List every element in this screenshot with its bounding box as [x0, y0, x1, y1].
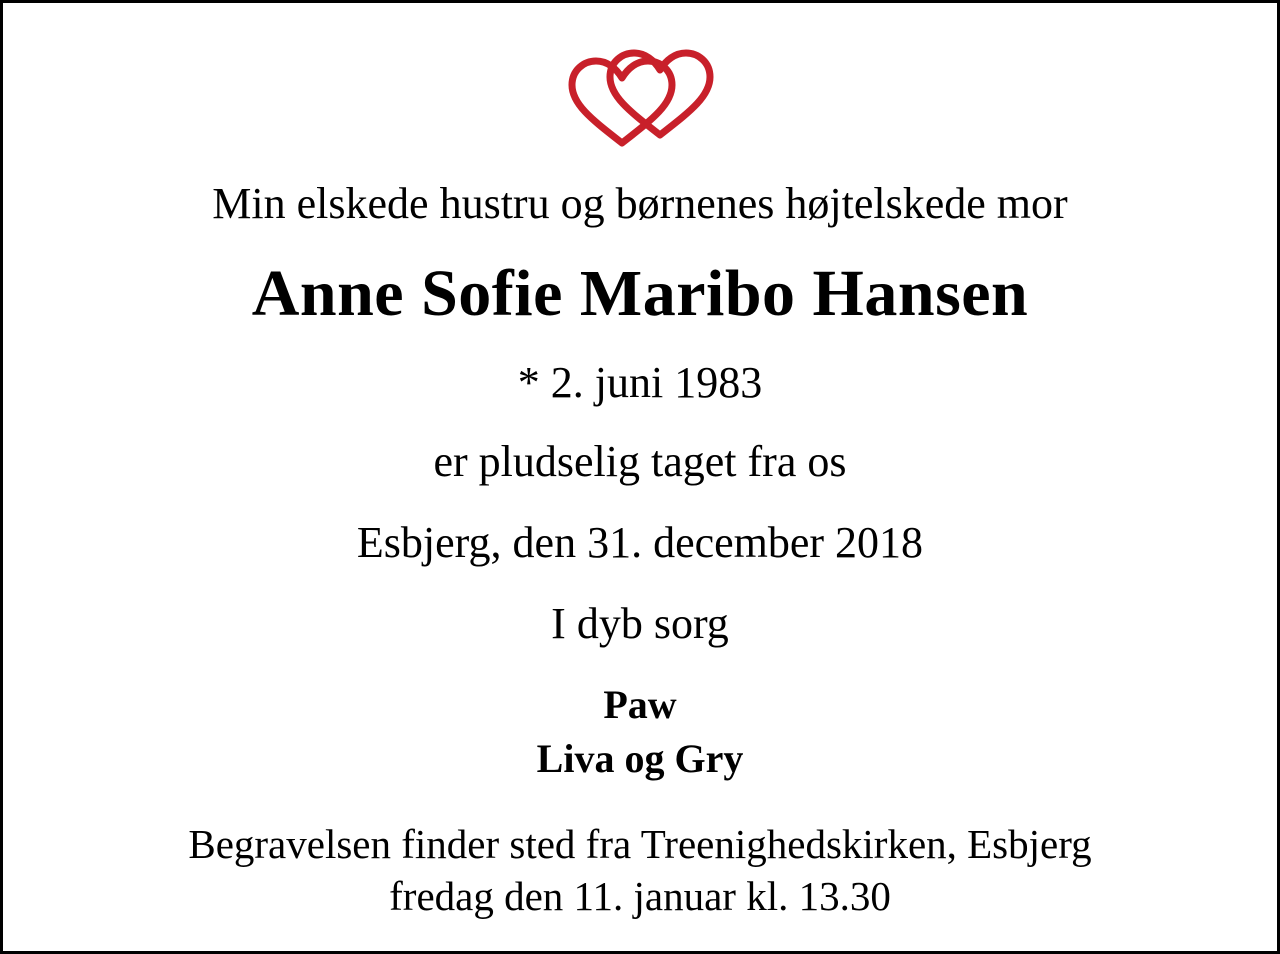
opening-line: Min elskede hustru og børnenes højtelskede mor: [212, 179, 1068, 228]
double-hearts-icon: [560, 43, 720, 153]
survivor-name: Paw: [603, 682, 677, 728]
survivor-name: Liva og Gry: [536, 735, 744, 781]
taken-line: er pludselig taget fra os: [433, 437, 847, 487]
deceased-name: Anne Sofie Maribo Hansen: [251, 256, 1029, 330]
place-and-date: Esbjerg, den 31. december 2018: [356, 518, 924, 568]
grief-line: I dyb sorg: [551, 599, 729, 649]
funeral-line: Begravelsen finder sted fra Treenighedskirken, Esbjerg: [188, 820, 1092, 867]
funeral-line: fredag den 11. januar kl. 13.30: [389, 873, 891, 920]
birth-date: * 2. juni 1983: [517, 358, 763, 408]
